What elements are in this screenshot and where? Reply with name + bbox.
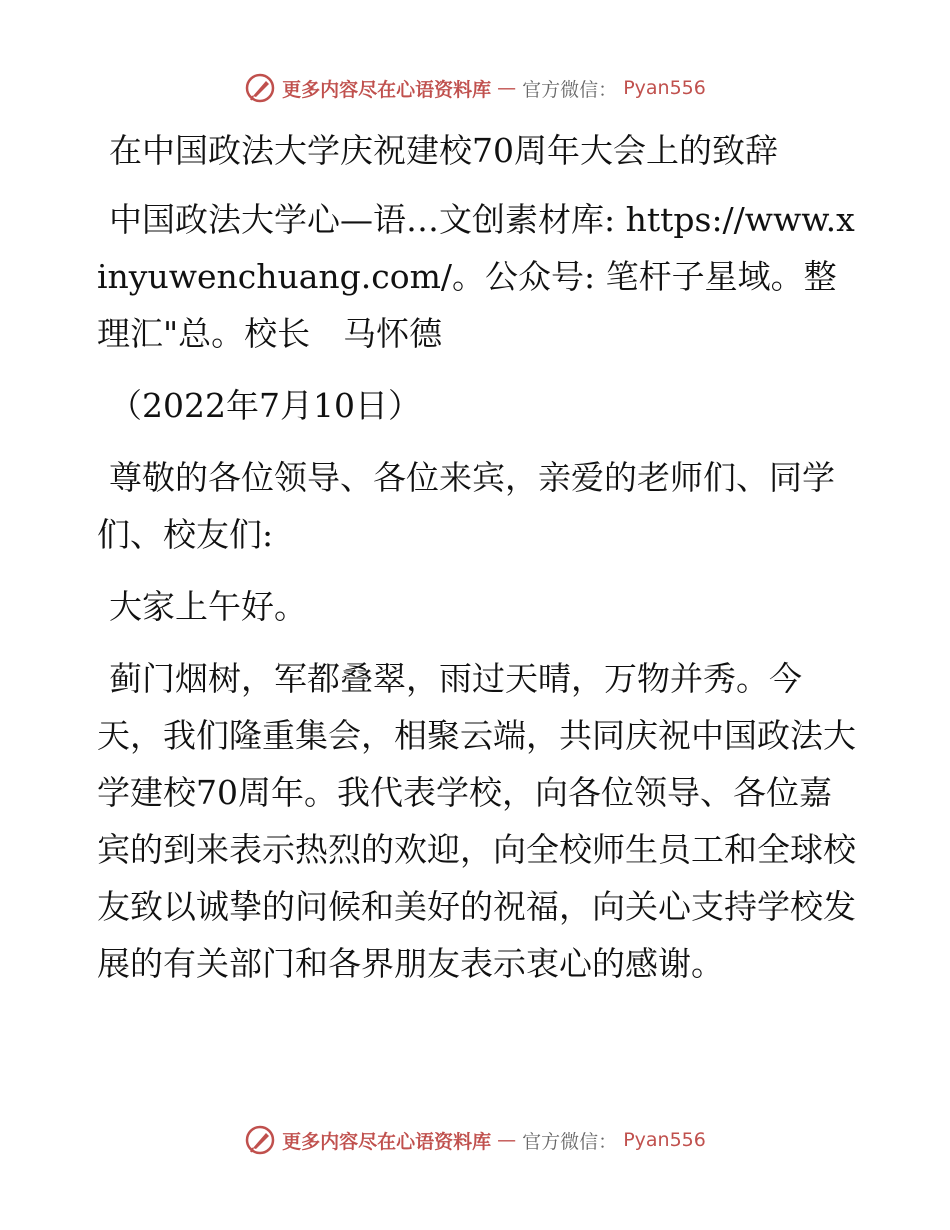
watermark-footer [0, 1124, 950, 1156]
document-byline: 中国政法大学心—语…文创素材库: https://www.xinyuwenchuang.com/。公众号: 笔杆子星域。整理汇"总。校长 马怀德 [97, 200, 855, 353]
document-title: 在中国政法大学庆祝建校70周年大会上的致辞 [109, 131, 778, 170]
watermark-id: Pyan556 [623, 1129, 706, 1151]
watermark-main-text: 更多内容尽在心语资料库 [282, 1130, 492, 1153]
feather-pen-logo-icon [244, 1124, 276, 1156]
watermark-id: Pyan556 [623, 77, 706, 99]
watermark-main-text: 更多内容尽在心语资料库 [282, 78, 492, 101]
watermark-label: 官方微信： [522, 1130, 618, 1153]
document-body-paragraph: 蓟门烟树，军都叠翠，雨过天晴，万物并秀。今天，我们隆重集会，相聚云端，共同庆祝中国政法大学建校70周年。我代表学校，向各位领导、各位嘉宾的到来表示热烈的欢迎，向全校师生员工和全球校友致以诚挚的问候和美好的祝福，向关心支持学校发展的有关部门和各界朋友表示衷心的感谢。 [97, 659, 856, 983]
document-body [97, 122, 857, 1007]
feather-pen-logo-icon [244, 72, 276, 104]
watermark-label: 官方微信： [522, 78, 618, 101]
watermark-dash: — [497, 1129, 517, 1151]
watermark-header [0, 72, 950, 104]
document-salutation: 尊敬的各位领导、各位来宾，亲爱的老师们、同学们、校友们: [97, 458, 835, 554]
document-greeting: 大家上午好。 [109, 587, 307, 626]
watermark-dash: — [497, 77, 517, 99]
document-date: （2022年7月10日） [109, 386, 421, 425]
